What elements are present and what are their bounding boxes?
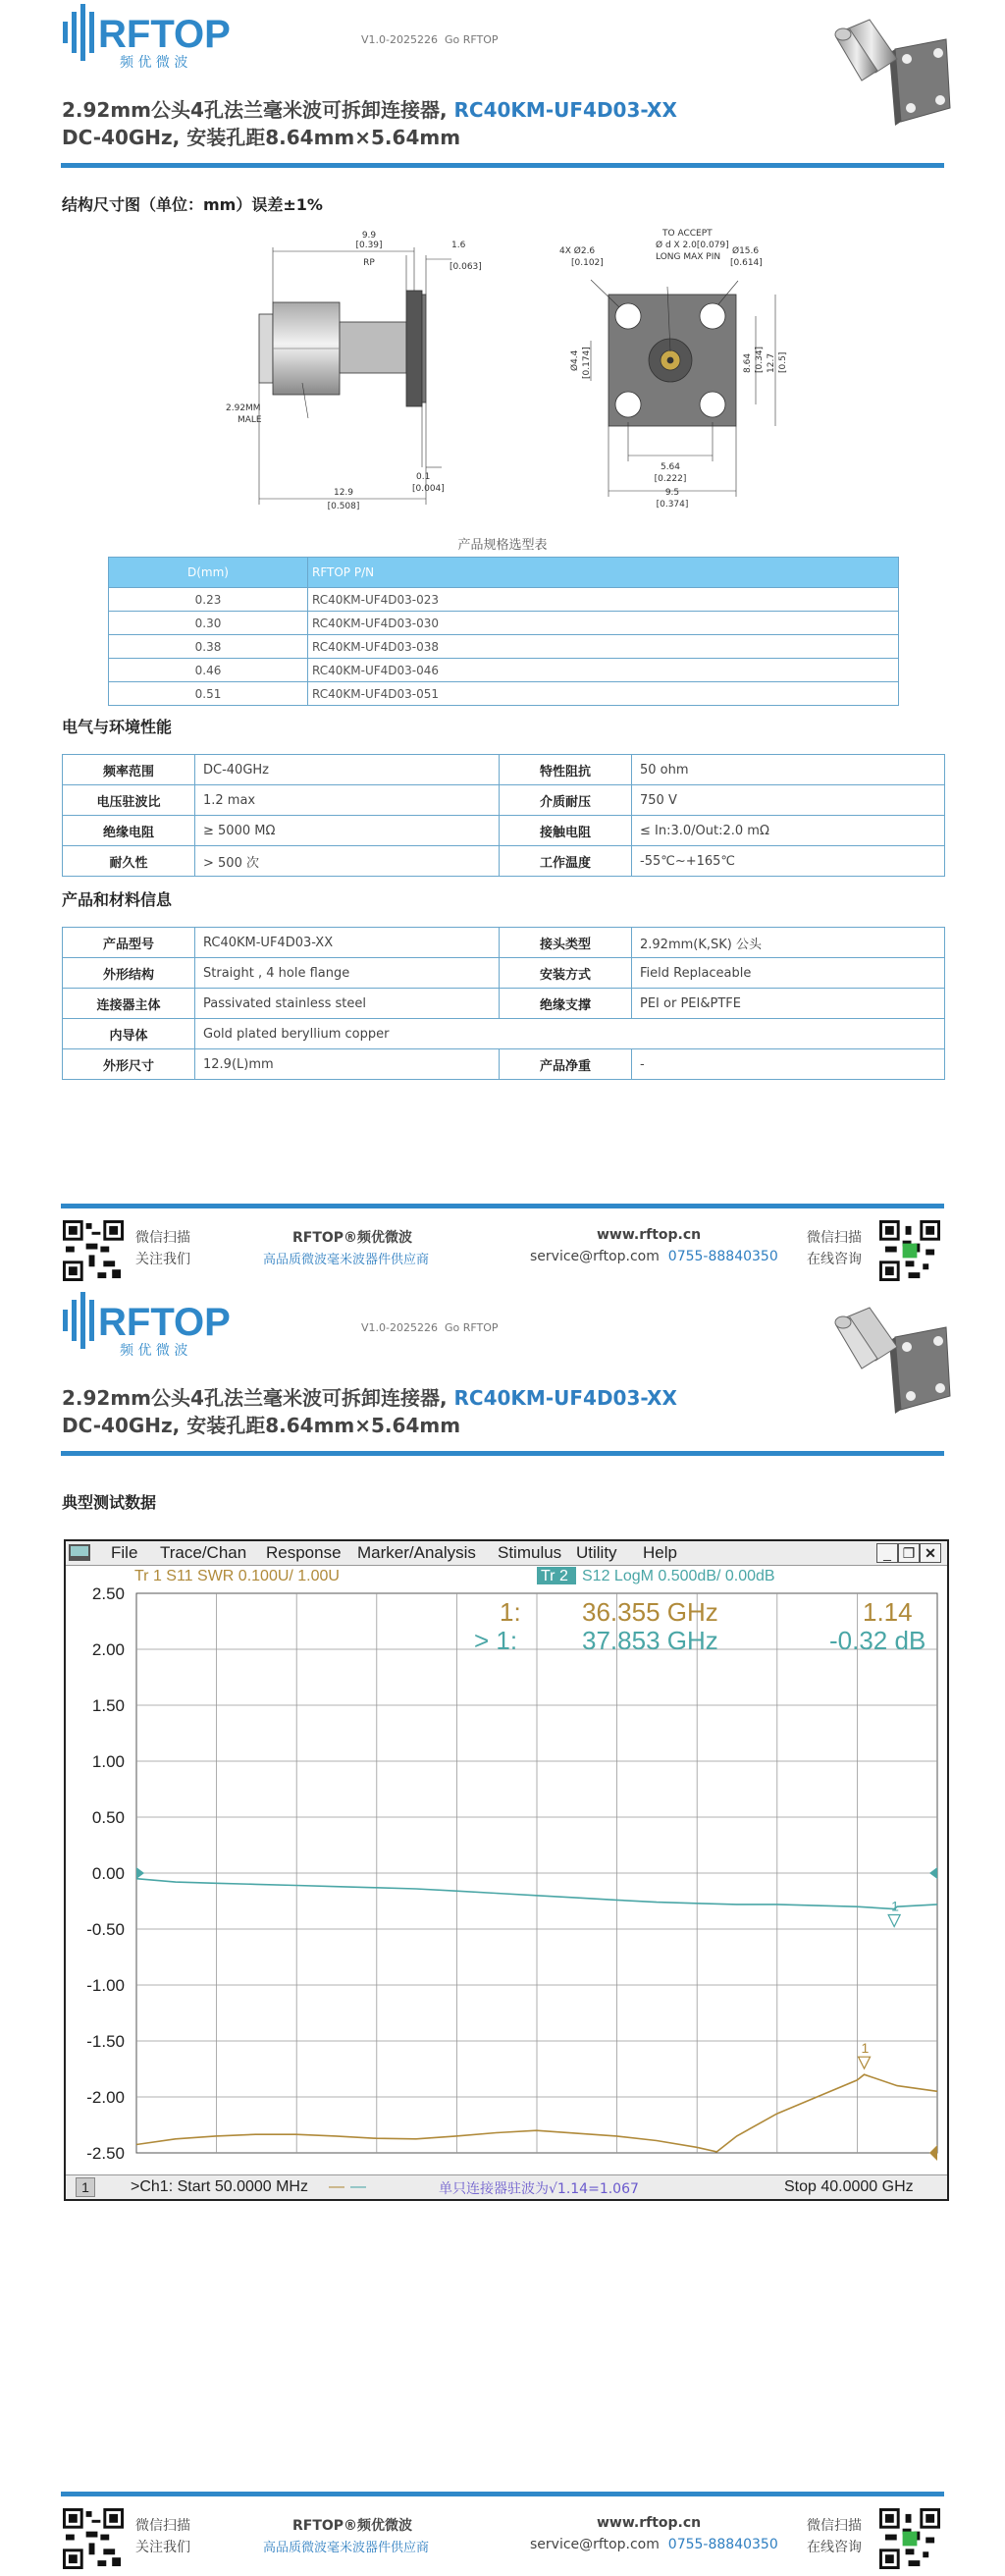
svg-text:[0.102]: [0.102] — [571, 258, 604, 268]
minimize-icon[interactable]: _ — [876, 1543, 898, 1563]
marker1-tag: 1 — [861, 2040, 870, 2057]
section-test-title: 典型测试数据 — [62, 1493, 157, 1512]
stop-frequency: Stop 40.0000 GHz — [784, 2178, 914, 2195]
svg-text:1.6: 1.6 — [451, 241, 466, 250]
header-rule — [61, 1451, 944, 1456]
y-tick-label: 1.00 — [91, 1752, 125, 1771]
footer-slogan: 高品质微波毫米波器件供应商 — [263, 2541, 430, 2555]
table-row: 内导体 Gold plated beryllium copper — [63, 1019, 945, 1049]
footer-email[interactable]: service@rftop.com 0755-88840350 — [530, 1249, 778, 1264]
menu-response[interactable]: Response — [266, 1543, 342, 1562]
svg-text:MALE: MALE — [238, 415, 262, 425]
footer-consult-line1: 微信扫描 — [807, 2518, 862, 2534]
qr-code-consult — [879, 2508, 940, 2569]
menu-help[interactable]: Help — [643, 1543, 677, 1562]
restore-icon[interactable]: ❐ — [898, 1543, 920, 1563]
trace2-label: S12 LogM 0.500dB/ 0.00dB — [582, 1568, 775, 1584]
y-tick-label: -1.00 — [86, 1976, 125, 1995]
svg-text:2.92MM: 2.92MM — [226, 403, 261, 413]
y-tick-label: -0.50 — [86, 1920, 125, 1939]
y-tick-label: 0.50 — [91, 1808, 125, 1827]
svg-text:[0.614]: [0.614] — [730, 258, 763, 268]
marker1-freq: 36.355 GHz — [582, 1597, 718, 1627]
page-subtitle: DC-40GHz, 安装孔距8.64mm×5.64mm — [62, 126, 461, 149]
svg-text:[0.374]: [0.374] — [656, 500, 689, 510]
rftop-logo — [61, 0, 267, 79]
y-tick-label: 0.00 — [91, 1864, 125, 1883]
material-table — [62, 927, 945, 1080]
qr-code-follow — [63, 1220, 124, 1281]
menu-stimulus[interactable]: Stimulus — [498, 1543, 562, 1562]
footer-website[interactable]: www.rftop.cn — [597, 2515, 702, 2531]
menu-marker-analysis[interactable]: Marker/Analysis — [357, 1543, 476, 1562]
svg-text:Ø15.6: Ø15.6 — [732, 246, 760, 256]
close-icon[interactable]: ✕ — [920, 1543, 941, 1563]
svg-text:[0.508]: [0.508] — [327, 502, 360, 511]
marker1-label: 1: — [500, 1597, 521, 1627]
svg-text:4X Ø2.6: 4X Ø2.6 — [559, 246, 596, 256]
table-row: 电压驻波比 1.2 max 介质耐压 750 V — [63, 785, 945, 816]
header-rule — [61, 163, 944, 168]
electrical-table — [62, 754, 945, 877]
product-image — [826, 20, 952, 137]
svg-text:RP: RP — [363, 258, 375, 268]
section-structure-title: 结构尺寸图（单位：mm）误差±1% — [62, 195, 323, 214]
svg-text:[0.34]: [0.34] — [755, 346, 765, 373]
footer-wechat-line1: 微信扫描 — [135, 1230, 190, 1246]
table-row: 0.38 RC40KM-UF4D03-038 — [109, 635, 899, 659]
vswr-note: 单只连接器驻波为√1.14=1.067 — [439, 2181, 639, 2197]
pn-header-d: D(mm) — [109, 558, 308, 588]
svg-text:Ø4.4: Ø4.4 — [570, 349, 580, 371]
product-image — [826, 1308, 952, 1425]
menu-trace-chan[interactable]: Trace/Chan — [160, 1543, 247, 1562]
footer-slogan: 高品质微波毫米波器件供应商 — [263, 1253, 430, 1267]
brand-cn-text: 频 优 微 波 — [120, 1343, 188, 1359]
footer-wechat-line2: 关注我们 — [135, 2540, 190, 2555]
side-view — [259, 291, 426, 406]
svg-text:12.7: 12.7 — [767, 352, 776, 373]
y-tick-label: 2.00 — [91, 1640, 125, 1659]
y-tick-label: -2.50 — [86, 2144, 125, 2163]
qr-code-consult — [879, 1220, 940, 1281]
svg-text:9.9: 9.9 — [361, 231, 377, 241]
channel-number[interactable]: 1 — [76, 2177, 95, 2197]
vna-window — [64, 1539, 949, 2201]
trace2-legend: — — [350, 2178, 366, 2195]
svg-text:[0.174]: [0.174] — [582, 347, 592, 379]
trace1-legend: — — [329, 2178, 344, 2195]
marker2-freq: 37.853 GHz — [582, 1626, 718, 1655]
page-subtitle: DC-40GHz, 安装孔距8.64mm×5.64mm — [62, 1414, 461, 1437]
table-row: 0.46 RC40KM-UF4D03-046 — [109, 659, 899, 682]
marker2-value: -0.32 dB — [829, 1626, 926, 1655]
table-row: 连接器主体 Passivated stainless steel 绝缘支撑 PEI or PEI&PTFE — [63, 989, 945, 1019]
svg-text:12.9: 12.9 — [333, 488, 354, 498]
vna-status-bar — [66, 2174, 947, 2199]
svg-text:TO ACCEPT: TO ACCEPT — [662, 229, 713, 239]
footer-wechat-line2: 关注我们 — [135, 1252, 190, 1267]
pn-table-caption: 产品规格选型表 — [457, 538, 548, 553]
footer-company: RFTOP®频优微波 — [292, 1230, 413, 1246]
svg-text:[0.063]: [0.063] — [450, 262, 482, 272]
app-icon — [69, 1544, 90, 1561]
table-row: 外形结构 Straight , 4 hole flange 安装方式 Field Replaceable — [63, 958, 945, 989]
vna-menu-bar — [66, 1541, 947, 1566]
svg-text:9.5: 9.5 — [664, 488, 680, 498]
section-electrical-title: 电气与环境性能 — [62, 718, 173, 736]
table-row: 0.51 RC40KM-UF4D03-051 — [109, 682, 899, 706]
table-row: 外形尺寸 12.9(L)mm 产品净重 - — [63, 1049, 945, 1080]
footer-email[interactable]: service@rftop.com 0755-88840350 — [530, 2537, 778, 2552]
footer-company: RFTOP®频优微波 — [292, 2518, 413, 2534]
svg-text:LONG MAX PIN: LONG MAX PIN — [656, 252, 721, 262]
front-view — [608, 295, 736, 426]
section-material-title: 产品和材料信息 — [62, 890, 173, 909]
brand-text: RFTOP — [98, 13, 231, 56]
svg-text:[0.004]: [0.004] — [412, 484, 445, 494]
footer-rule — [61, 2492, 944, 2496]
vna-plot — [66, 1566, 947, 2174]
footer-website[interactable]: www.rftop.cn — [597, 1227, 702, 1243]
pn-header-pn: RFTOP P/N — [308, 558, 899, 588]
marker2-label: > 1: — [474, 1626, 518, 1655]
table-row: 耐久性 > 500 次 工作温度 -55℃~+165℃ — [63, 846, 945, 877]
y-tick-label: 1.50 — [91, 1696, 125, 1715]
trace1-label: Tr 1 S11 SWR 0.100U/ 1.00U — [134, 1568, 340, 1584]
brand-text: RFTOP — [98, 1301, 231, 1344]
brand-cn-text: 频 优 微 波 — [120, 55, 188, 71]
y-tick-label: -1.50 — [86, 2032, 125, 2051]
dimension-drawing — [226, 226, 795, 511]
marker2-tag: 1 — [891, 1898, 899, 1914]
page-title: 2.92mm公头4孔法兰毫米波可拆卸连接器, RC40KM-UF4D03-XX — [62, 1386, 677, 1410]
menu-utility[interactable]: Utility — [576, 1543, 617, 1562]
footer-consult-line1: 微信扫描 — [807, 1230, 862, 1246]
start-frequency: >Ch1: Start 50.0000 MHz — [131, 2178, 308, 2195]
version-text: V1.0-2025226 Go RFTOP — [361, 33, 499, 46]
pn-table — [108, 557, 899, 706]
footer-rule — [61, 1204, 944, 1208]
footer-consult-line2: 在线咨询 — [807, 2540, 862, 2555]
menu-file[interactable]: File — [111, 1543, 138, 1562]
rftop-logo — [61, 1288, 267, 1367]
svg-text:5.64: 5.64 — [660, 462, 681, 472]
table-row: 绝缘电阻 ≥ 5000 MΩ 接触电阻 ≤ In:3.0/Out:2.0 mΩ — [63, 816, 945, 846]
qr-code-follow — [63, 2508, 124, 2569]
table-row: 0.23 RC40KM-UF4D03-023 — [109, 588, 899, 612]
table-row: 产品型号 RC40KM-UF4D03-XX 接头类型 2.92mm(K,SK) 公头 — [63, 928, 945, 958]
version-text: V1.0-2025226 Go RFTOP — [361, 1321, 499, 1334]
footer-wechat-line1: 微信扫描 — [135, 2518, 190, 2534]
svg-text:[0.39]: [0.39] — [355, 241, 383, 250]
trace2-tag: Tr 2 — [541, 1568, 568, 1584]
svg-text:8.64: 8.64 — [743, 352, 753, 373]
svg-text:[0.5]: [0.5] — [778, 351, 788, 373]
table-row: 0.30 RC40KM-UF4D03-030 — [109, 612, 899, 635]
y-tick-label: -2.00 — [86, 2088, 125, 2107]
svg-text:[0.222]: [0.222] — [654, 474, 687, 484]
svg-text:0.1: 0.1 — [416, 472, 431, 482]
page-title: 2.92mm公头4孔法兰毫米波可拆卸连接器, RC40KM-UF4D03-XX — [62, 98, 677, 122]
svg-text:Ø d X 2.0[0.079]: Ø d X 2.0[0.079] — [656, 241, 729, 250]
footer-consult-line2: 在线咨询 — [807, 1252, 862, 1267]
y-tick-label: 2.50 — [91, 1584, 125, 1603]
marker1-value: 1.14 — [863, 1597, 913, 1627]
table-row: 频率范围 DC-40GHz 特性阻抗 50 ohm — [63, 755, 945, 785]
